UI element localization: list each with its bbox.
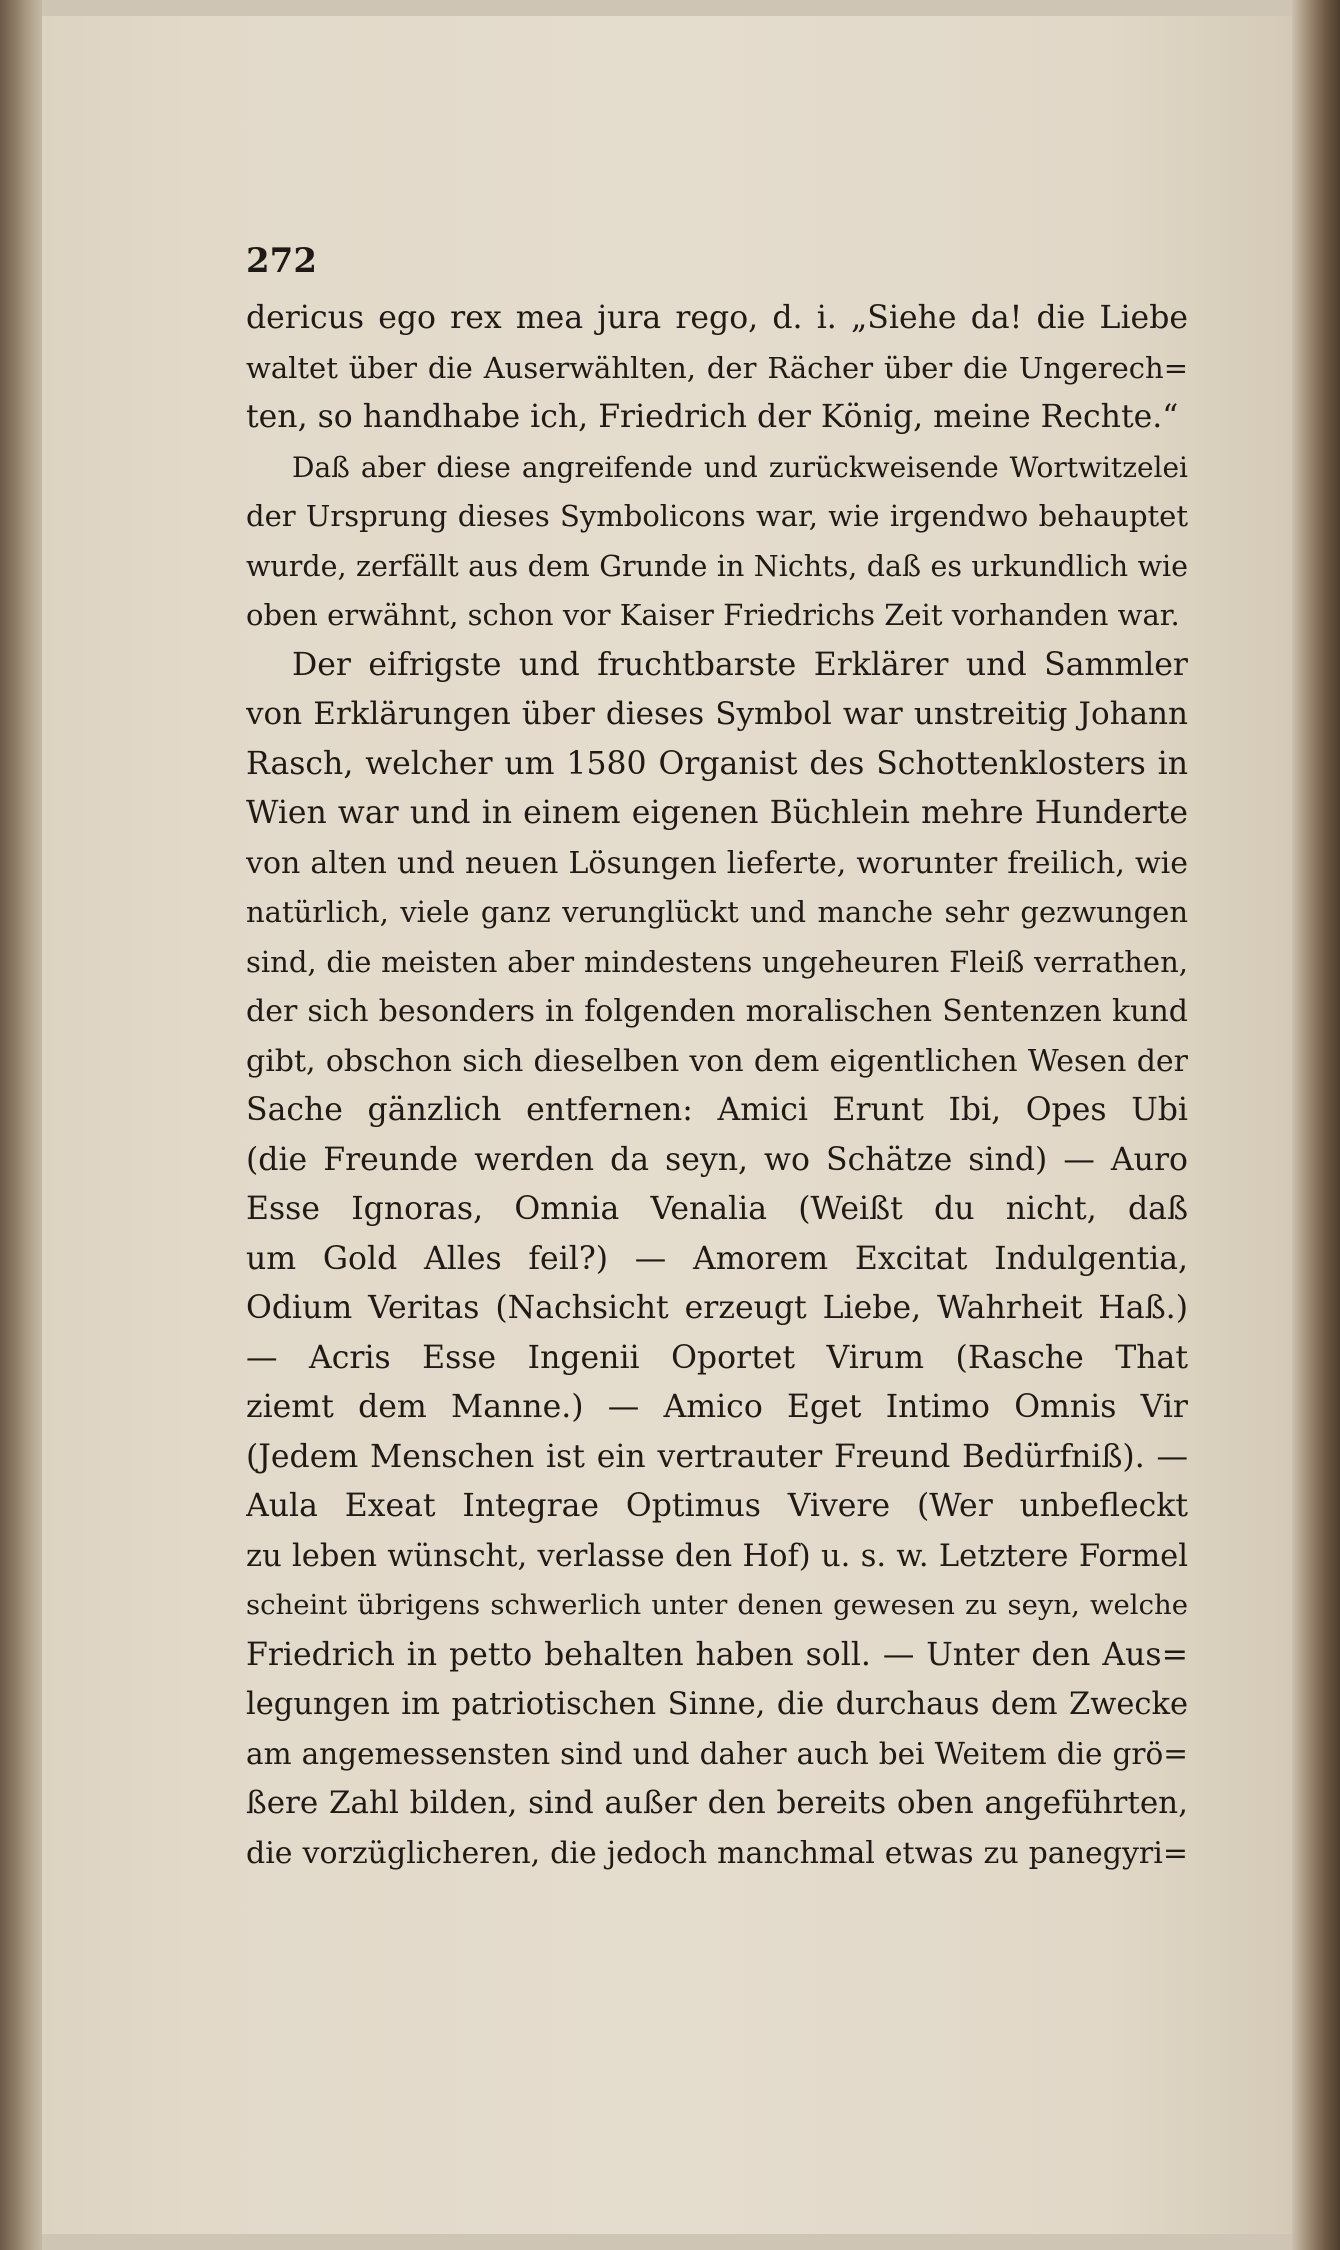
text-line: gibt, obschon sich dieselben von dem eigentlichen Wesen der bbox=[246, 1043, 1188, 1079]
text-line: waltet über die Auserwählten, der Rächer über die Ungerech= bbox=[246, 350, 1188, 385]
text-line: Aula Exeat Integrae Optimus Vivere (Wer unbefleckt bbox=[246, 1488, 1188, 1524]
text-line: Der eifrigste und fruchtbarste Erklärer und Sammler bbox=[292, 646, 1188, 683]
page-number: 272 bbox=[246, 241, 317, 281]
text-line: der sich besonders in folgenden moralischen Sentenzen kund bbox=[246, 994, 1188, 1029]
text-line: Odium Veritas (Nachsicht erzeugt Liebe, Wahrheit Haß.) bbox=[246, 1290, 1188, 1326]
text-line: um Gold Alles feil?) — Amorem Excitat Indulgentia, bbox=[246, 1240, 1188, 1277]
text-line: (Jedem Menschen ist ein vertrauter Freund Bedürfniß). — bbox=[246, 1438, 1188, 1475]
text-line: dericus ego rex mea jura rego, d. i. „Siehe da! die Liebe bbox=[246, 300, 1188, 336]
book-gutter bbox=[0, 0, 42, 2250]
text-line: am angemessensten sind und daher auch bei Weitem die grö= bbox=[246, 1736, 1188, 1771]
text-line: Wien war und in einem eigenen Büchlein mehre Hunderte bbox=[246, 795, 1188, 831]
text-line: von Erklärungen über dieses Symbol war unstreitig Johann bbox=[246, 696, 1188, 732]
text-line: Friedrich in petto behalten haben soll. — Unter den Aus= bbox=[246, 1636, 1188, 1673]
text-line: Sache gänzlich entfernen: Amici Erunt Ibi, Opes Ubi bbox=[246, 1092, 1188, 1128]
text-line: zu leben wünscht, verlasse den Hof) u. s. w. Letztere Formel bbox=[246, 1538, 1188, 1574]
text-line: scheint übrigens schwerlich unter denen gewesen zu seyn, welche bbox=[246, 1589, 1188, 1621]
text-line: natürlich, viele ganz verunglückt und manche sehr gezwungen bbox=[246, 895, 1188, 929]
text-line: der Ursprung dieses Symbolicons war, wie irgendwo behauptet bbox=[246, 499, 1188, 533]
text-line: Rasch, welcher um 1580 Organist des Schottenklosters in bbox=[246, 745, 1188, 782]
text-line: ziemt dem Manne.) — Amico Eget Intimo Omnis Vir bbox=[246, 1389, 1188, 1425]
text-line: Esse Ignoras, Omnia Venalia (Weißt du nicht, daß bbox=[246, 1191, 1188, 1227]
text-line: von alten und neuen Lösungen lieferte, worunter freilich, wie bbox=[246, 845, 1188, 881]
text-line: (die Freunde werden da seyn, wo Schätze sind) — Auro bbox=[246, 1141, 1188, 1178]
text-block bbox=[246, 236, 1188, 1878]
text-line: ßere Zahl bilden, sind außer den bereits oben angeführten, bbox=[246, 1785, 1188, 1821]
text-line: oben erwähnt, schon vor Kaiser Friedrichs Zeit vorhanden war. bbox=[246, 598, 1180, 632]
text-line: legungen im patriotischen Sinne, die durchaus dem Zwecke bbox=[246, 1687, 1188, 1722]
text-line: ten, so handhabe ich, Friedrich der König, meine Rechte.“ bbox=[246, 399, 1179, 435]
text-line: wurde, zerfällt aus dem Grunde in Nichts, daß es urkundlich wie bbox=[246, 549, 1188, 583]
text-line: — Acris Esse Ingenii Oportet Virum (Rasche That bbox=[246, 1339, 1188, 1376]
text-line: Daß aber diese angreifende und zurückweisende Wortwitzelei bbox=[292, 450, 1188, 484]
text-line: sind, die meisten aber mindestens ungeheuren Fleiß verrathen, bbox=[246, 944, 1188, 979]
text-line: die vorzüglicheren, die jedoch manchmal etwas zu panegyri= bbox=[246, 1835, 1188, 1871]
page-edge bbox=[1292, 0, 1340, 2250]
